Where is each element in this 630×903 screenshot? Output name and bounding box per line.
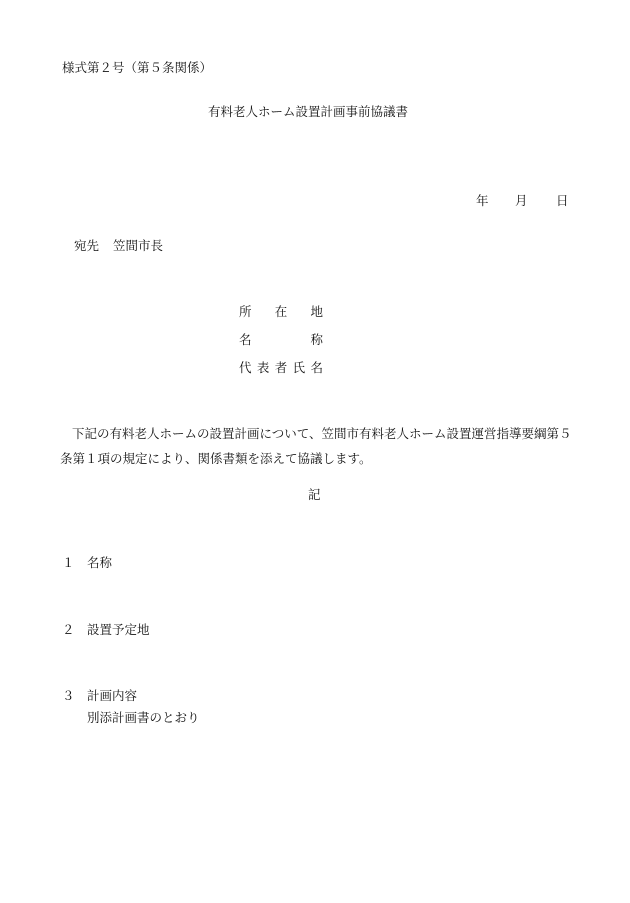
form-number: 様式第２号（第５条関係） (62, 60, 213, 75)
body-paragraph: 下記の有料老人ホームの設置計画について、笠間市有料老人ホーム設置運営指導要綱第５条第１項の規定により、関係書類を添えて協議します。 (60, 426, 572, 466)
addressee-prefix: 宛先 (74, 238, 100, 253)
label-char: 称 (310, 332, 323, 347)
date-day-label: 日 (556, 193, 569, 208)
applicant-address-label (239, 306, 323, 319)
item-number: ３ (62, 688, 75, 703)
item-label: 計画内容 (87, 688, 138, 703)
item-number: １ (62, 555, 75, 570)
representative-name-label (239, 362, 323, 375)
label-char: 地 (310, 304, 323, 319)
label-char: 代 (239, 360, 252, 375)
addressee-name: 笠間市長 (113, 238, 164, 253)
label-char: 名 (310, 360, 323, 375)
item-detail: 別添計画書のとおり (87, 710, 200, 725)
date-year-label: 年 (476, 193, 489, 208)
item-number: ２ (62, 622, 75, 637)
label-char: 表 (256, 360, 270, 375)
label-char: 所 (239, 304, 252, 319)
label-char: 者 (274, 360, 288, 375)
addressee (74, 240, 163, 253)
applicant-name-label (239, 334, 323, 347)
ki-heading: 記 (308, 487, 321, 502)
document-title: 有料老人ホーム設置計画事前協議書 (208, 104, 409, 119)
label-char: 在 (274, 304, 288, 319)
item-label: 名称 (87, 555, 113, 570)
item-label: 設置予定地 (87, 622, 150, 637)
date-month-label: 月 (515, 193, 528, 208)
label-char: 氏 (292, 360, 306, 375)
label-char: 名 (239, 332, 252, 347)
